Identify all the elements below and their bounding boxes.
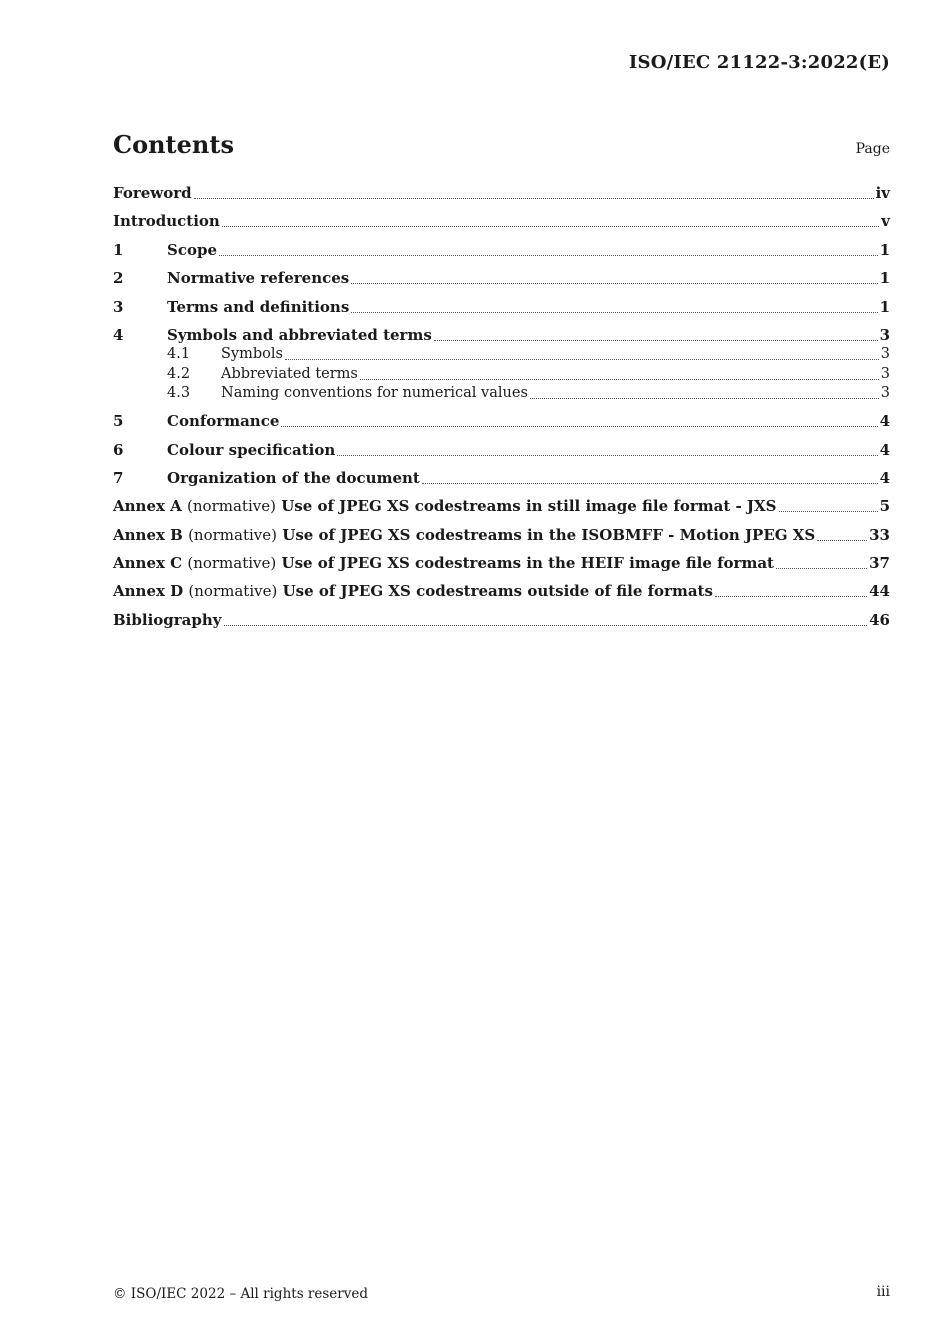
toc-entry-page: v bbox=[881, 212, 890, 231]
dot-leader bbox=[530, 398, 879, 399]
copyright-notice: © ISO/IEC 2022 – All rights reserved bbox=[113, 1286, 368, 1302]
dot-leader bbox=[360, 379, 879, 380]
dot-leader bbox=[337, 455, 877, 456]
toc-entry-title: Symbols bbox=[221, 345, 283, 362]
document-id: ISO/IEC 21122-3:2022(E) bbox=[628, 52, 890, 73]
toc-entry-page: 4 bbox=[879, 412, 890, 431]
toc-entry-page: 37 bbox=[869, 554, 890, 573]
toc-entry-annex-c[interactable] bbox=[113, 554, 890, 573]
annex-title: Use of JPEG XS codestreams in the HEIF image file format bbox=[281, 554, 774, 573]
toc-entry-title bbox=[113, 554, 774, 573]
annex-kind: (normative) bbox=[187, 497, 276, 516]
annex-title: Use of JPEG XS codestreams outside of file formats bbox=[282, 582, 713, 601]
annex-kind: (normative) bbox=[188, 582, 278, 601]
annex-kind: (normative) bbox=[187, 554, 277, 573]
toc-entry-title: Conformance bbox=[167, 412, 280, 431]
page-column-label: Page bbox=[855, 141, 890, 157]
annex-title: Use of JPEG XS codestreams in the ISOBMFF - Motion JPEG XS bbox=[282, 525, 816, 544]
toc-entry-organization[interactable] bbox=[113, 469, 890, 488]
dot-leader bbox=[715, 596, 867, 597]
toc-entry-title: Normative references bbox=[167, 269, 350, 288]
toc-entry-page: 3 bbox=[880, 345, 890, 362]
toc-entry-page: 44 bbox=[869, 582, 890, 601]
toc-entry-bibliography[interactable] bbox=[113, 611, 890, 630]
toc-subentry-symbols[interactable] bbox=[113, 345, 890, 364]
dot-leader bbox=[817, 540, 867, 541]
dot-leader bbox=[434, 340, 878, 341]
toc-entry-terms-and-definitions[interactable] bbox=[113, 298, 890, 317]
toc-entry-title: Scope bbox=[167, 240, 218, 259]
toc-entry-page: 4 bbox=[879, 440, 890, 459]
toc-entry-conformance[interactable] bbox=[113, 412, 890, 431]
toc-entry-page: 33 bbox=[869, 525, 890, 544]
toc-subentry-abbreviated-terms[interactable] bbox=[113, 365, 890, 384]
toc-entry-title: Introduction bbox=[113, 212, 220, 231]
dot-leader bbox=[779, 511, 878, 512]
toc-entry-number: 4 bbox=[113, 325, 124, 344]
toc-entry-normative-references[interactable] bbox=[113, 269, 890, 288]
page-number: iii bbox=[876, 1284, 890, 1300]
toc-entry-title bbox=[113, 526, 815, 545]
toc-entry-number: 4.3 bbox=[167, 385, 191, 402]
toc-entry-annex-b[interactable] bbox=[113, 526, 890, 545]
toc-entry-page: 46 bbox=[869, 610, 890, 629]
toc-subentry-naming-conventions[interactable] bbox=[113, 384, 890, 403]
toc-entry-number: 4.1 bbox=[167, 345, 191, 362]
page-title: Contents bbox=[113, 130, 234, 159]
toc-entry-title bbox=[113, 582, 713, 601]
toc-entry-number: 5 bbox=[113, 412, 124, 431]
toc-entry-page: 1 bbox=[879, 240, 890, 259]
dot-leader bbox=[281, 426, 877, 427]
dot-leader bbox=[351, 283, 877, 284]
table-of-contents bbox=[113, 184, 890, 639]
toc-entry-annex-d[interactable] bbox=[113, 582, 890, 601]
toc-entry-annex-a[interactable] bbox=[113, 497, 890, 516]
toc-entry-title bbox=[113, 497, 777, 516]
annex-label: Annex B bbox=[113, 525, 183, 544]
toc-entry-title: Colour specification bbox=[167, 440, 336, 459]
dot-leader bbox=[776, 568, 867, 569]
toc-entry-scope[interactable] bbox=[113, 241, 890, 260]
toc-entry-page: 3 bbox=[879, 325, 890, 344]
toc-entry-number: 4.2 bbox=[167, 365, 191, 382]
toc-entry-page: 3 bbox=[880, 385, 890, 402]
toc-entry-title: Foreword bbox=[113, 184, 192, 202]
toc-entry-title: Bibliography bbox=[113, 610, 222, 629]
toc-entry-foreword[interactable] bbox=[113, 184, 890, 203]
toc-entry-page: 1 bbox=[879, 297, 890, 316]
annex-label: Annex A bbox=[113, 497, 182, 516]
annex-kind: (normative) bbox=[188, 525, 277, 544]
dot-leader bbox=[194, 198, 874, 199]
toc-entry-page: 3 bbox=[880, 365, 890, 382]
dot-leader bbox=[224, 625, 868, 626]
dot-leader bbox=[351, 312, 877, 313]
annex-label: Annex D bbox=[113, 582, 184, 601]
annex-title: Use of JPEG XS codestreams in still image file format - JXS bbox=[281, 497, 777, 516]
toc-entry-number: 6 bbox=[113, 440, 124, 459]
toc-entry-number: 3 bbox=[113, 297, 124, 316]
toc-entry-symbols-and-abbreviated-terms[interactable] bbox=[113, 326, 890, 345]
dot-leader bbox=[285, 359, 879, 360]
toc-entry-title: Organization of the document bbox=[167, 468, 420, 487]
toc-entry-page: iv bbox=[875, 184, 890, 202]
toc-entry-title: Abbreviated terms bbox=[221, 365, 358, 382]
toc-entry-page: 5 bbox=[879, 497, 890, 516]
toc-entry-title: Terms and definitions bbox=[167, 297, 350, 316]
toc-entry-number: 2 bbox=[113, 269, 124, 288]
dot-leader bbox=[222, 226, 879, 227]
toc-entry-number: 1 bbox=[113, 240, 124, 259]
toc-entry-page: 4 bbox=[879, 468, 890, 487]
annex-label: Annex C bbox=[113, 554, 183, 573]
toc-entry-number: 7 bbox=[113, 468, 124, 487]
dot-leader bbox=[422, 483, 878, 484]
toc-entry-page: 1 bbox=[879, 269, 890, 288]
toc-entry-title: Symbols and abbreviated terms bbox=[167, 325, 432, 344]
toc-entry-introduction[interactable] bbox=[113, 212, 890, 231]
toc-entry-colour-specification[interactable] bbox=[113, 441, 890, 460]
dot-leader bbox=[219, 255, 878, 256]
toc-entry-title: Naming conventions for numerical values bbox=[221, 385, 528, 402]
